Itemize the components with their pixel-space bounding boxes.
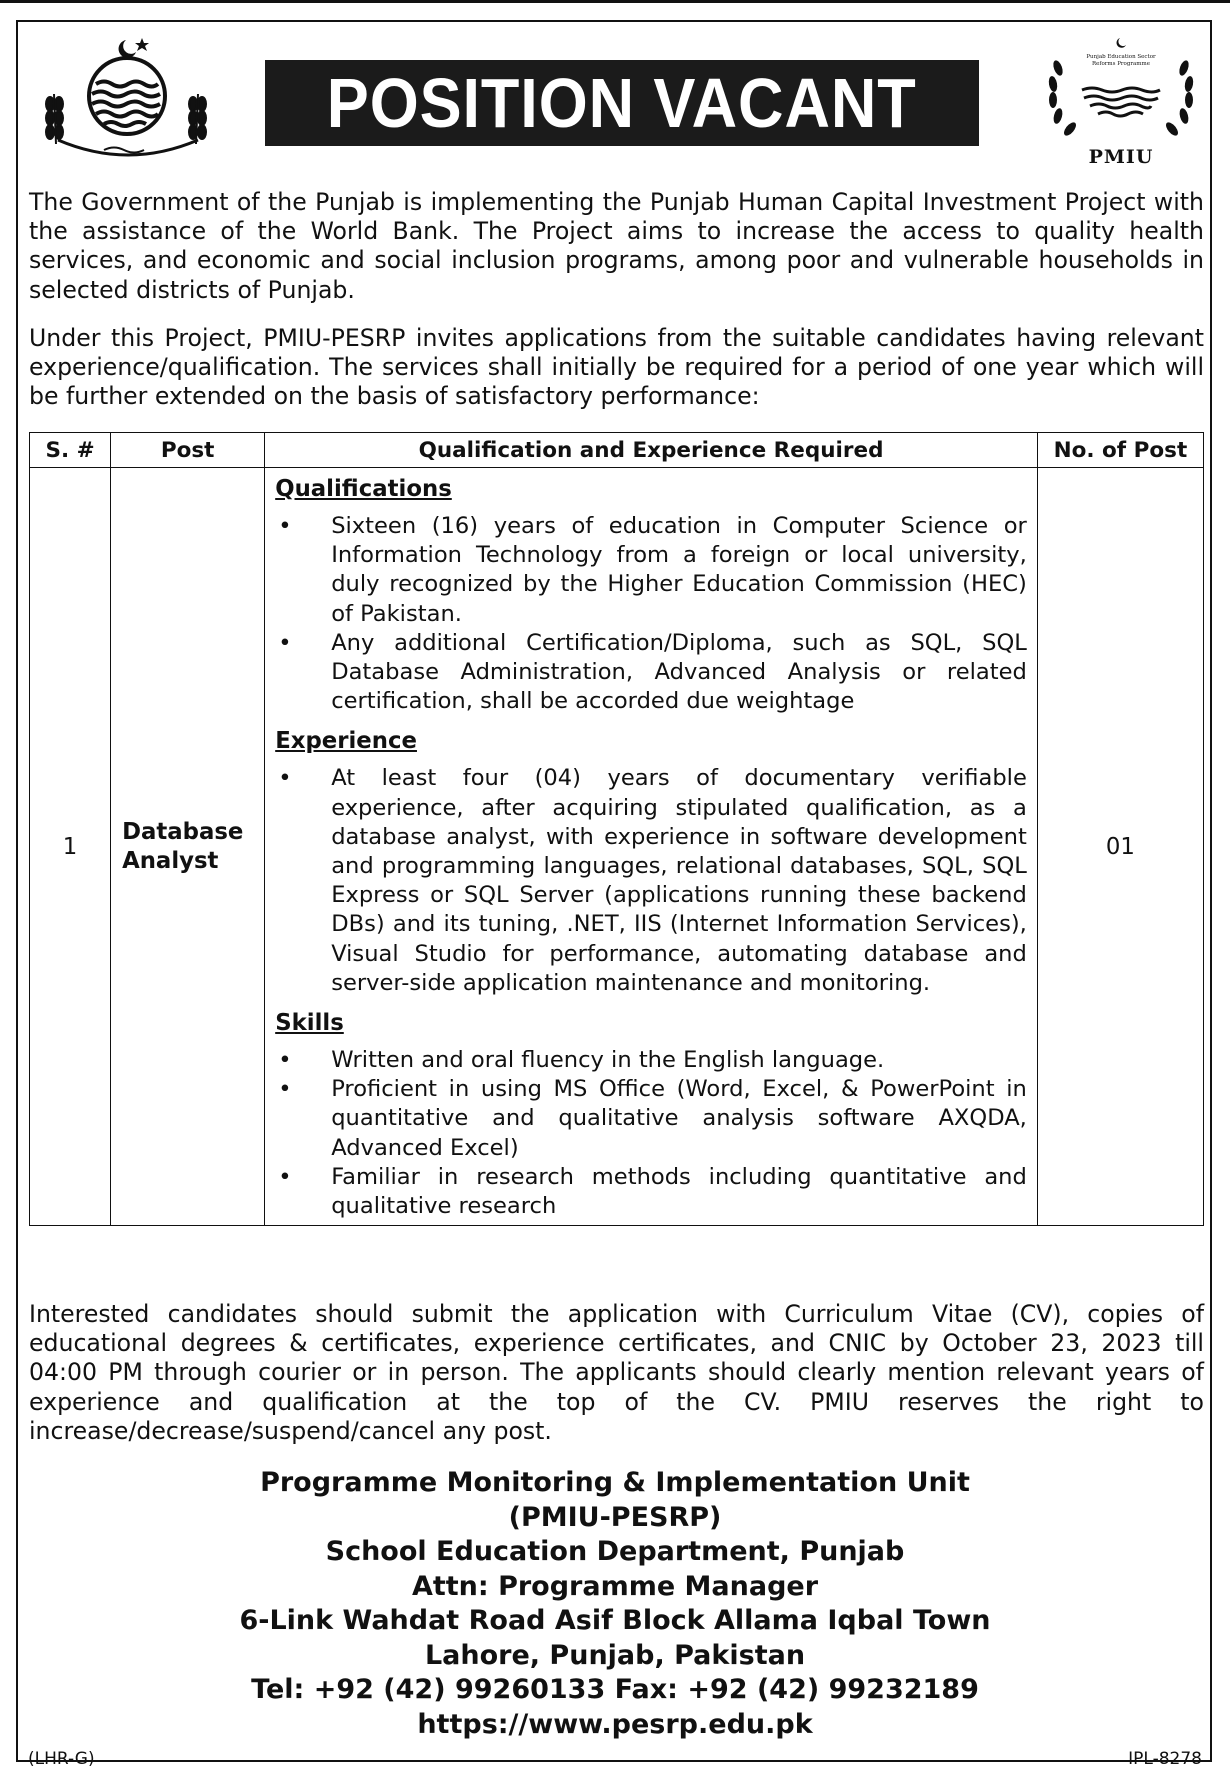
contact-city: Lahore, Punjab, Pakistan	[424, 1639, 806, 1671]
punjab-government-logo	[34, 32, 220, 162]
header-qualification: Qualification and Experience Required	[265, 433, 1038, 468]
pmiu-logo	[1040, 34, 1202, 172]
list-item-text: At least four (04) years of documentary verifiable experience, after acquiring stipulated qualification, as a database analyst, with experience in software development and programming languages, relational databases, SQL, SQL Express or SQL Server (applications running these backend DBs) and its tuning, .NET, IIS (Internet Information Services), Visual Studio for performance, automating database and server-side application maintenance and monitoring.	[331, 765, 1027, 996]
experience-heading: Experience	[275, 728, 417, 755]
svg-text:Punjab Education Sector: Punjab Education Sector	[1086, 54, 1156, 60]
application-instructions: Interested candidates should submit the application with Curriculum Vitae (CV), copies of educational degrees & certificates, experience certificates, and CNIC by October 23, 2023 till 04:00 PM through courier or in person. The applicants should clearly mention relevant years of experience and qualification at the top of the CV. PMIU reserves the right to increase/decrease/suspend/cancel any post.	[29, 1300, 1204, 1445]
positions-table	[29, 432, 1204, 1226]
top-rule	[0, 0, 1230, 3]
contact-block	[0, 1466, 1230, 1742]
skills-list	[275, 1046, 1027, 1221]
experience-list	[275, 764, 1027, 998]
contact-attention: Attn: Programme Manager	[411, 1570, 819, 1602]
header-post: Post	[111, 433, 265, 468]
intro-paragraph-1: The Government of the Punjab is implementing the Punjab Human Capital Investment Project with the assistance of the World Bank. The Project aims to increase the access to quality health services, and economic and social inclusion programs, among poor and vulnerable households in selected districts of Punjab.	[29, 188, 1204, 304]
contact-website-link[interactable]: https://www.pesrp.edu.pk	[417, 1708, 813, 1740]
contact-org-name: Programme Monitoring & Implementation Unit	[260, 1467, 970, 1498]
list-item-text: Familiar in research methods including quantitative and qualitative research	[331, 1163, 1027, 1220]
bullet-icon: •	[278, 629, 292, 656]
svg-text:Reforms Programme: Reforms Programme	[1092, 61, 1150, 67]
list-item	[275, 1163, 1027, 1221]
bullet-icon: •	[278, 1076, 292, 1103]
table-row	[30, 468, 1204, 1226]
ref-code-left: (LHR-G)	[28, 1749, 95, 1769]
list-item-text: Sixteen (16) years of education in Computer Science or Information Technology from a foreign or local university, duly recognized by the Higher Education Commission (HEC) of Pakistan.	[331, 513, 1027, 627]
list-item	[275, 512, 1027, 629]
contact-org-abbr: (PMIU-PESRP)	[508, 1501, 722, 1533]
qualifications-heading: Qualifications	[275, 476, 452, 502]
list-item	[275, 764, 1027, 998]
ref-code-right: IPL-8278	[1128, 1749, 1202, 1769]
pmiu-logo-text: PMIU	[1088, 146, 1154, 168]
bullet-icon: •	[278, 765, 292, 792]
bullet-icon: •	[278, 513, 292, 539]
skills-heading: Skills	[275, 1010, 344, 1037]
table-header-row	[30, 433, 1204, 468]
list-item-text: Written and oral fluency in the English language.	[331, 1047, 885, 1074]
bullet-icon: •	[278, 1047, 292, 1074]
post-title	[111, 468, 265, 1226]
qualifications-list	[275, 512, 1027, 716]
list-item	[275, 1046, 1027, 1075]
list-item-text: Proficient in using MS Office (Word, Excel, & PowerPoint in quantitative and qualitative analysis software AXQDA, Advanced Excel)	[331, 1076, 1027, 1161]
list-item	[275, 629, 1027, 717]
post-title-line-1: Database	[122, 818, 244, 845]
bullet-icon: •	[278, 1163, 292, 1190]
position-vacant-banner	[265, 60, 979, 146]
serial-number: 1	[30, 468, 111, 1226]
contact-phone-fax: Tel: +92 (42) 99260133 Fax: +92 (42) 99232189	[251, 1674, 979, 1705]
contact-department: School Education Department, Punjab	[325, 1536, 905, 1567]
intro-paragraph-2: Under this Project, PMIU-PESRP invites applications from the suitable candidates having relevant experience/qualification. The services shall initially be required for a period of one year which will be further extended on the basis of satisfactory performance:	[29, 324, 1204, 411]
number-of-posts: 01	[1037, 468, 1203, 1226]
list-item-text: Any additional Certification/Diploma, such as SQL, SQL Database Administration, Advanced Analysis or related certification, shall be accorded due weightage	[331, 629, 1027, 715]
header-no-of-post: No. of Post	[1037, 433, 1203, 468]
page-title: POSITION VACANT	[327, 64, 917, 142]
post-title-line-2: Analyst	[122, 847, 219, 874]
list-item	[275, 1075, 1027, 1163]
qualification-cell	[265, 468, 1038, 1226]
header-serial: S. #	[30, 433, 111, 468]
contact-address: 6-Link Wahdat Road Asif Block Allama Iqbal Town	[239, 1605, 991, 1636]
